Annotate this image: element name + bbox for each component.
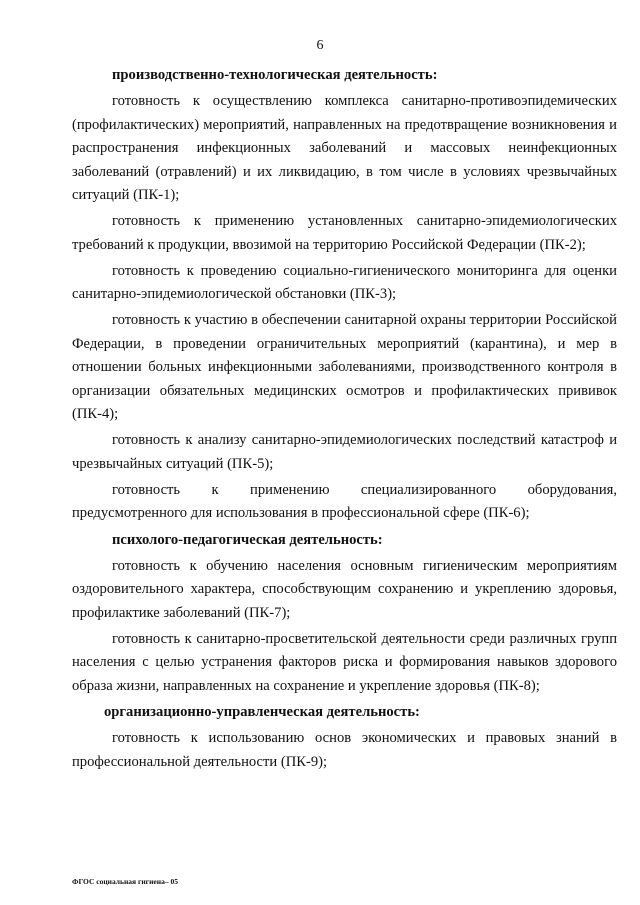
competency-item: готовность к санитарно-просветительской деятельности среди различных групп населения с целью устранения факторов риска и формирования навыков здорового образа жизни, направленных на сохранение и укрепление здоровья (ПК-8); [72, 630, 617, 694]
competency-item: готовность к осуществлению комплекса санитарно-противоэпидемических (профилактических) мероприятий, направленных на предотвращение возникновения и распространения инфекционных заболеваний и массовых неинфекционных заболеваний (отравлений) и их ликвидацию, в том числе в условиях чрезвычайных ситуаций (ПК-1); [72, 93, 617, 204]
document-footer: ФГОС социальная гигиена– 05 [72, 877, 178, 886]
section-organizational-managerial [72, 701, 617, 774]
page-number: 6 [316, 38, 324, 53]
section-heading: производственно-технологическая деятельность: [112, 67, 438, 83]
competency-item: готовность к применению специализированного оборудования, предусмотренного для использования в профессиональной сфере (ПК-6); [72, 481, 617, 522]
section-heading: организационно-управленческая деятельность: [104, 703, 420, 720]
section-psychological-pedagogical [72, 529, 617, 699]
section-heading: психолого-педагогическая деятельность: [112, 531, 383, 548]
competency-item: готовность к анализу санитарно-эпидемиологических последствий катастроф и чрезвычайных ситуаций (ПК-5); [72, 432, 617, 472]
competency-item: готовность к применению установленных санитарно-эпидемиологических требований к продукции, ввозимой на территорию Российской Федерации (ПК-2); [72, 213, 617, 253]
section-production-technological [72, 64, 617, 526]
competency-item: готовность к проведению социально-гигиенического мониторинга для оценки санитарно-эпидемиологической обстановки (ПК-3); [72, 262, 617, 303]
competency-item: готовность к участию в обеспечении санитарной охраны территории Российской Федерации, в проведении ограничительных мероприятий (карантина), и мер в отношении больных инфекционными заболеваниями, производственного контроля в организации обязательных медицинских осмотров и профилактических прививок (ПК-4); [72, 312, 617, 423]
page-content [72, 64, 617, 777]
competency-item: готовность к использованию основ экономических и правовых знаний в профессиональной деятельности (ПК-9); [72, 730, 617, 770]
competency-item: готовность к обучению населения основным гигиеническим мероприятиям оздоровительного характера, способствующим сохранению и укреплению здоровья, профилактике заболеваний (ПК-7); [72, 557, 617, 621]
